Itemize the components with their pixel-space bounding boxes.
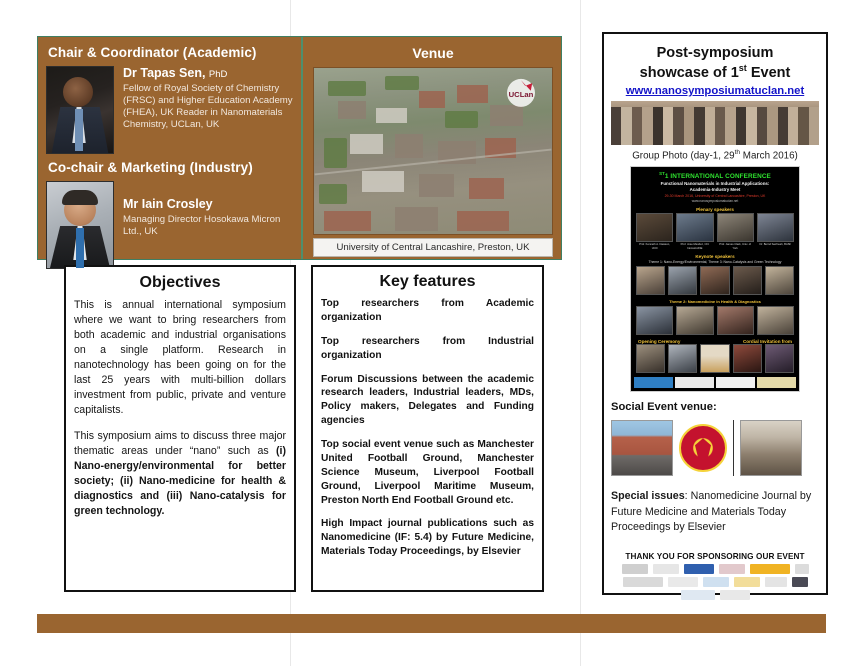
group-photo-caption-pre: Group Photo (day-1, 29 (632, 150, 735, 162)
key-feature-item: Top researchers from Industrial organization (321, 335, 534, 361)
objectives-paragraph-1: This is annual international symposium where we want to bring researchers from both academic and industrial organisations on a single platform. Research in nanotechnology has been going on for the last 25 years with multi-billion dollars investment from public, private and venture capitalists. (74, 299, 286, 417)
chair-degree: PhD (208, 69, 228, 80)
bottom-accent-bar (37, 614, 826, 633)
chair-photo (46, 66, 114, 154)
poster-date-line: 29-30 March 2016, University of Central Lancashire, Preston, UK (664, 194, 766, 199)
sponsor-logo-grid (611, 564, 819, 600)
group-photo-caption-post: March 2016) (740, 150, 798, 162)
post-symposium-title-line2-post: Event (746, 64, 791, 81)
sponsor-logo (622, 564, 648, 574)
stadium-photo (611, 420, 673, 476)
sponsor-logo (623, 577, 663, 587)
venue-caption: University of Central Lancashire, Preston, UK (313, 238, 553, 257)
sponsor-logo (734, 577, 760, 587)
objectives-box (64, 265, 296, 592)
group-photo-image (611, 101, 819, 145)
sponsor-logo (792, 577, 808, 587)
key-feature-item: Top researchers from Academic organization (321, 298, 534, 323)
venue-title: Venue (412, 45, 454, 61)
poster-themes-line: Theme 1: Nano-Energy/Environmental, Theme 3: Nano-Catalysis and Green Technology (648, 260, 782, 265)
poster-keynote-row (634, 266, 796, 295)
post-symposium-panel (602, 32, 828, 595)
special-issues-text: : Nanomedicine Journal by Future Medicine and Materials Today Proceedings by Elsevier (611, 490, 812, 534)
poster-sponsor-logos (634, 377, 796, 388)
sponsor-logo (703, 577, 729, 587)
key-feature-item: Top social event venue such as Manchester United Football Ground, Manchester Science Museum, Liverpool Football Ground, Liverpool Maritime Museum, Preston North End Football Ground etc. (321, 439, 534, 506)
chair-person (46, 66, 293, 154)
poster-title-sup: ST (659, 171, 665, 177)
poster-theme2-line: Theme 2: Nanomedicine in Health & Diagnostics (669, 299, 761, 305)
poster-subtitle-2: Academia-Industry Meet (689, 187, 741, 193)
image-separator (733, 420, 734, 476)
svg-text:UCLan: UCLan (508, 90, 534, 100)
sponsor-logo (795, 564, 809, 574)
key-features-heading: Key features (379, 273, 476, 290)
post-symposium-title-sup: st (738, 63, 747, 74)
sponsor-logo (765, 577, 787, 587)
key-features-box (311, 265, 544, 592)
poster-subtitle-1: Functional Nanomaterials in Industrial Applications: (660, 181, 770, 187)
poster-theme2-row (634, 306, 796, 335)
poster-title (634, 171, 796, 180)
poster-section-cordial: Cordial Invitation from (742, 339, 792, 345)
poster-speaker-name: Dr. Bernd Sachweh, BASF (759, 243, 792, 247)
post-symposium-title-line1: Post-symposium (656, 45, 774, 61)
venue-panel (303, 37, 561, 259)
gala-dinner-photo (740, 420, 802, 476)
conference-poster-thumbnail (630, 166, 800, 392)
sponsors-heading: THANK YOU FOR SPONSORING OUR EVENT (625, 551, 805, 561)
poster-title-text: 1 INTERNATIONAL CONFERENCE (664, 173, 771, 181)
special-issues-paragraph (611, 489, 819, 536)
sponsor-logo (684, 564, 714, 574)
social-event-images (611, 418, 819, 478)
poster-plenary-row (634, 213, 796, 250)
sponsor-logo (653, 564, 679, 574)
poster-section-keynote: Keynote speakers (695, 254, 735, 260)
cochair-photo (46, 181, 114, 269)
uclan-logo-icon (500, 78, 542, 112)
header-brown-band (37, 36, 562, 260)
chair-name (123, 66, 293, 82)
manchester-united-badge-icon (679, 424, 727, 472)
objectives-heading: Objectives (139, 274, 221, 291)
poster-speaker-name: Prof. Kenneth A. Dawson, UCD (639, 243, 671, 250)
cochair-name: Mr Iain Crosley (123, 197, 213, 211)
chair-name-text: Dr Tapas Sen, (123, 66, 206, 80)
objectives-paragraph-2 (74, 429, 286, 519)
venue-photo (313, 67, 553, 235)
social-event-heading: Social Event venue: (611, 401, 717, 414)
organisers-panel (38, 37, 301, 259)
objectives-paragraph-2-plain: This symposium aims to discuss three major thematic areas under “nano” such as (74, 430, 286, 458)
objectives-paragraph-2-bold: (i) Nano-energy/environmental for better society; (ii) Nano-medicine for health & diagnostics and (iii) Nano-catalysis for green technology. (74, 445, 286, 518)
post-symposium-title-line2-pre: showcase of 1 (639, 64, 739, 81)
poster-section-opening: Opening Ceremony (638, 339, 681, 345)
cochair-details: Managing Director Hosokawa Micron Ltd., UK (123, 213, 281, 237)
special-issues-label: Special issues (611, 490, 685, 503)
group-photo-caption (611, 149, 819, 161)
poster-speaker-name: Prof. Jose Mendez, CIC biomaGUNE (680, 243, 710, 250)
chair-details: Fellow of Royal Society of Chemistry (FRSC) and Higher Education Academy (FHEA), UK Reader in Nanomaterials Chemistry, UCLan, UK (123, 82, 293, 130)
sponsor-logo (719, 564, 745, 574)
poster-url: www.nanosymposiumatuclan.net (691, 199, 739, 204)
chair-section-title: Chair & Coordinator (Academic) (48, 45, 257, 60)
poster-opening-row (634, 344, 796, 373)
sponsor-logo (668, 577, 698, 587)
sponsor-logo (720, 590, 750, 600)
poster-section-plenary: Plenary speakers (696, 207, 734, 213)
sponsor-logo (681, 590, 715, 600)
cochair-section-title: Co-chair & Marketing (Industry) (48, 160, 253, 175)
symposium-website-link[interactable]: www.nanosymposiumatuclan.net (625, 85, 805, 98)
post-symposium-title (611, 44, 819, 83)
key-feature-item: High Impact journal publications such as Nanomedicine (IF: 5.4) by Future Medicine, Materials Today Proceedings, by Elsevier (321, 518, 534, 558)
cochair-person (46, 181, 293, 269)
key-feature-item: Forum Discussions between the academic research leaders, Industrial leaders, MDs, Policy makers, Delegates and Funding agencies (321, 373, 534, 427)
poster-speaker-name: Prof. James Clark, Univ. of York (719, 243, 751, 250)
fold-line-right (580, 0, 581, 666)
group-photo-caption-sup: th (734, 149, 741, 157)
sponsor-logo (750, 564, 790, 574)
